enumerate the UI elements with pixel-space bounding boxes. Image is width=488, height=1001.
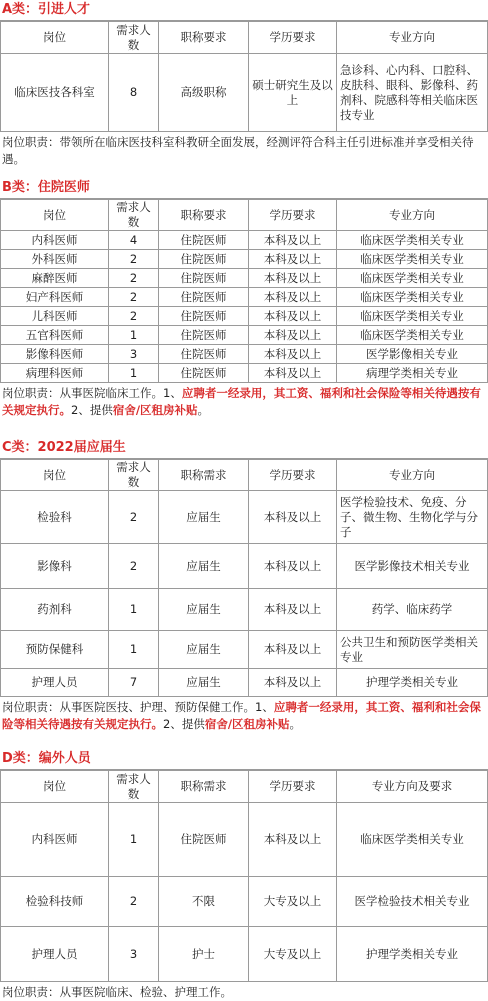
table-header-row <box>1 771 488 803</box>
table-cell: 住院医师 <box>159 364 249 383</box>
description-text: 。 <box>289 717 302 731</box>
table-cell: 应届生 <box>159 544 249 589</box>
table-header-row <box>1 460 488 491</box>
table-cell: 大专及以上 <box>249 877 337 927</box>
section-b-table <box>0 199 488 383</box>
table-cell: 本科及以上 <box>249 288 337 307</box>
table-row <box>1 288 488 307</box>
table-cell: 临床医学类相关专业 <box>337 250 488 269</box>
table-cell: 临床医学类相关专业 <box>337 231 488 250</box>
table-cell: 医学影像技术相关专业 <box>337 544 488 589</box>
section-d-description: 岗位职责：从事医院临床、检验、护理工作。 <box>2 985 232 999</box>
table-cell: 本科及以上 <box>249 669 337 697</box>
table-cell: 本科及以上 <box>249 491 337 544</box>
header-cell: 职称需求 <box>159 771 249 803</box>
table-row <box>1 269 488 288</box>
table-cell: 影像科 <box>1 544 109 589</box>
header-cell: 专业方向 <box>337 200 488 231</box>
table-row <box>1 589 488 631</box>
table-row <box>1 54 488 132</box>
section-d-table <box>0 770 488 982</box>
section-a-table <box>0 21 488 132</box>
table-cell: 本科及以上 <box>249 307 337 326</box>
description-text: 。 <box>197 403 210 417</box>
table-cell: 五官科医师 <box>1 326 109 345</box>
table-cell: 应届生 <box>159 669 249 697</box>
section-c-description <box>0 697 488 749</box>
table-cell: 大专及以上 <box>249 927 337 982</box>
header-cell: 需求人数 <box>109 22 159 54</box>
section-a-title: A类：引进人才 <box>0 0 488 21</box>
table-row <box>1 669 488 697</box>
section-c-table <box>0 459 488 697</box>
table-cell: 2 <box>109 307 159 326</box>
table-row <box>1 491 488 544</box>
table-row <box>1 803 488 877</box>
table-cell: 2 <box>109 544 159 589</box>
table-cell: 护理学类相关专业 <box>337 927 488 982</box>
table-row <box>1 231 488 250</box>
section-b-title: B类：住院医师 <box>0 178 488 199</box>
table-cell: 住院医师 <box>159 231 249 250</box>
table-cell: 住院医师 <box>159 288 249 307</box>
table-cell: 应届生 <box>159 631 249 669</box>
description-text: 2、提供 <box>163 717 205 731</box>
header-cell: 岗位 <box>1 200 109 231</box>
table-cell: 预防保健科 <box>1 631 109 669</box>
table-cell: 2 <box>109 269 159 288</box>
table-row <box>1 326 488 345</box>
section-c-title: C类：2022届应届生 <box>0 438 488 459</box>
table-cell: 应届生 <box>159 491 249 544</box>
description-highlight: 应聘者一经录用，其工资、福利和社会保险等相关待遇按有关规定执行。 <box>2 386 481 417</box>
table-cell: 1 <box>109 803 159 877</box>
header-cell: 学历要求 <box>249 200 337 231</box>
table-cell: 护理人员 <box>1 669 109 697</box>
header-cell: 需求人数 <box>109 771 159 803</box>
table-cell: 应届生 <box>159 589 249 631</box>
table-cell: 住院医师 <box>159 803 249 877</box>
header-cell: 专业方向 <box>337 22 488 54</box>
table-cell: 检验科技师 <box>1 877 109 927</box>
table-cell: 本科及以上 <box>249 364 337 383</box>
table-cell: 药剂科 <box>1 589 109 631</box>
table-cell: 急诊科、心内科、口腔科、皮肤科、眼科、影像科、药剂科、院感科等相关临床医技专业 <box>337 54 488 132</box>
description-text: 2、提供 <box>71 403 113 417</box>
header-cell: 职称要求 <box>159 200 249 231</box>
table-cell: 护士 <box>159 927 249 982</box>
table-row <box>1 631 488 669</box>
table-cell: 公共卫生和预防医学类相关专业 <box>337 631 488 669</box>
table-cell: 临床医学类相关专业 <box>337 307 488 326</box>
table-cell: 本科及以上 <box>249 803 337 877</box>
table-row <box>1 345 488 364</box>
table-cell: 护理人员 <box>1 927 109 982</box>
table-cell: 硕士研究生及以上 <box>249 54 337 132</box>
table-cell: 住院医师 <box>159 307 249 326</box>
table-cell: 药学、临床药学 <box>337 589 488 631</box>
table-cell: 2 <box>109 877 159 927</box>
table-cell: 1 <box>109 326 159 345</box>
header-cell: 需求人数 <box>109 200 159 231</box>
table-cell: 本科及以上 <box>249 631 337 669</box>
table-row <box>1 250 488 269</box>
table-cell: 住院医师 <box>159 250 249 269</box>
header-cell: 学历要求 <box>249 771 337 803</box>
table-cell: 高级职称 <box>159 54 249 132</box>
table-cell: 3 <box>109 345 159 364</box>
table-cell: 不限 <box>159 877 249 927</box>
description-highlight: 宿舍/区租房补贴 <box>204 717 290 731</box>
table-cell: 临床医学类相关专业 <box>337 269 488 288</box>
table-cell: 8 <box>109 54 159 132</box>
table-cell: 7 <box>109 669 159 697</box>
table-cell: 1 <box>109 631 159 669</box>
section-b-description <box>0 383 488 438</box>
table-cell: 护理学类相关专业 <box>337 669 488 697</box>
header-cell: 职称要求 <box>159 22 249 54</box>
table-cell: 病理科医师 <box>1 364 109 383</box>
table-cell: 本科及以上 <box>249 250 337 269</box>
table-cell: 住院医师 <box>159 345 249 364</box>
table-cell: 1 <box>109 364 159 383</box>
table-row <box>1 877 488 927</box>
table-row <box>1 927 488 982</box>
table-cell: 儿科医师 <box>1 307 109 326</box>
table-cell: 妇产科医师 <box>1 288 109 307</box>
table-cell: 4 <box>109 231 159 250</box>
table-cell: 医学检验技术相关专业 <box>337 877 488 927</box>
table-cell: 2 <box>109 288 159 307</box>
table-cell: 医学影像相关专业 <box>337 345 488 364</box>
header-cell: 学历要求 <box>249 22 337 54</box>
section-a-description: 岗位职责：带领所在临床医技科室科教研全面发展，经测评符合科主任引进标准并享受相关待遇。 <box>2 135 474 166</box>
table-cell: 住院医师 <box>159 326 249 345</box>
table-cell: 本科及以上 <box>249 345 337 364</box>
header-cell: 专业方向及要求 <box>337 771 488 803</box>
description-highlight: 宿舍/区租房补贴 <box>112 403 198 417</box>
description-highlight: 应聘者一经录用，其工资、福利和社会保险等相关待遇按有关规定执行。 <box>2 700 481 731</box>
table-row <box>1 307 488 326</box>
table-row <box>1 544 488 589</box>
header-cell: 专业方向 <box>337 460 488 491</box>
table-cell: 内科医师 <box>1 231 109 250</box>
header-cell: 需求人数 <box>109 460 159 491</box>
table-cell: 临床医学类相关专业 <box>337 288 488 307</box>
header-cell: 岗位 <box>1 460 109 491</box>
table-cell: 本科及以上 <box>249 269 337 288</box>
table-cell: 医学检验技术、免疫、分子、微生物、生物化学与分子 <box>337 491 488 544</box>
table-row <box>1 364 488 383</box>
table-cell: 本科及以上 <box>249 326 337 345</box>
table-cell: 检验科 <box>1 491 109 544</box>
header-cell: 岗位 <box>1 22 109 54</box>
section-d-title: D类：编外人员 <box>0 749 488 770</box>
table-cell: 本科及以上 <box>249 589 337 631</box>
table-cell: 临床医学类相关专业 <box>337 326 488 345</box>
table-cell: 本科及以上 <box>249 231 337 250</box>
table-header-row <box>1 22 488 54</box>
table-cell: 病理学类相关专业 <box>337 364 488 383</box>
table-cell: 住院医师 <box>159 269 249 288</box>
header-cell: 岗位 <box>1 771 109 803</box>
description-text: 岗位职责：从事医院医技、护理、预防保健工作。1、 <box>2 700 274 714</box>
header-cell: 学历要求 <box>249 460 337 491</box>
table-cell: 2 <box>109 250 159 269</box>
table-cell: 麻醉医师 <box>1 269 109 288</box>
table-cell: 临床医学类相关专业 <box>337 803 488 877</box>
table-cell: 3 <box>109 927 159 982</box>
table-cell: 影像科医师 <box>1 345 109 364</box>
table-cell: 2 <box>109 491 159 544</box>
description-text: 岗位职责：从事医院临床工作。1、 <box>2 386 182 400</box>
table-cell: 内科医师 <box>1 803 109 877</box>
table-header-row <box>1 200 488 231</box>
table-cell: 外科医师 <box>1 250 109 269</box>
table-cell: 临床医技各科室 <box>1 54 109 132</box>
table-cell: 1 <box>109 589 159 631</box>
table-cell: 本科及以上 <box>249 544 337 589</box>
header-cell: 职称需求 <box>159 460 249 491</box>
